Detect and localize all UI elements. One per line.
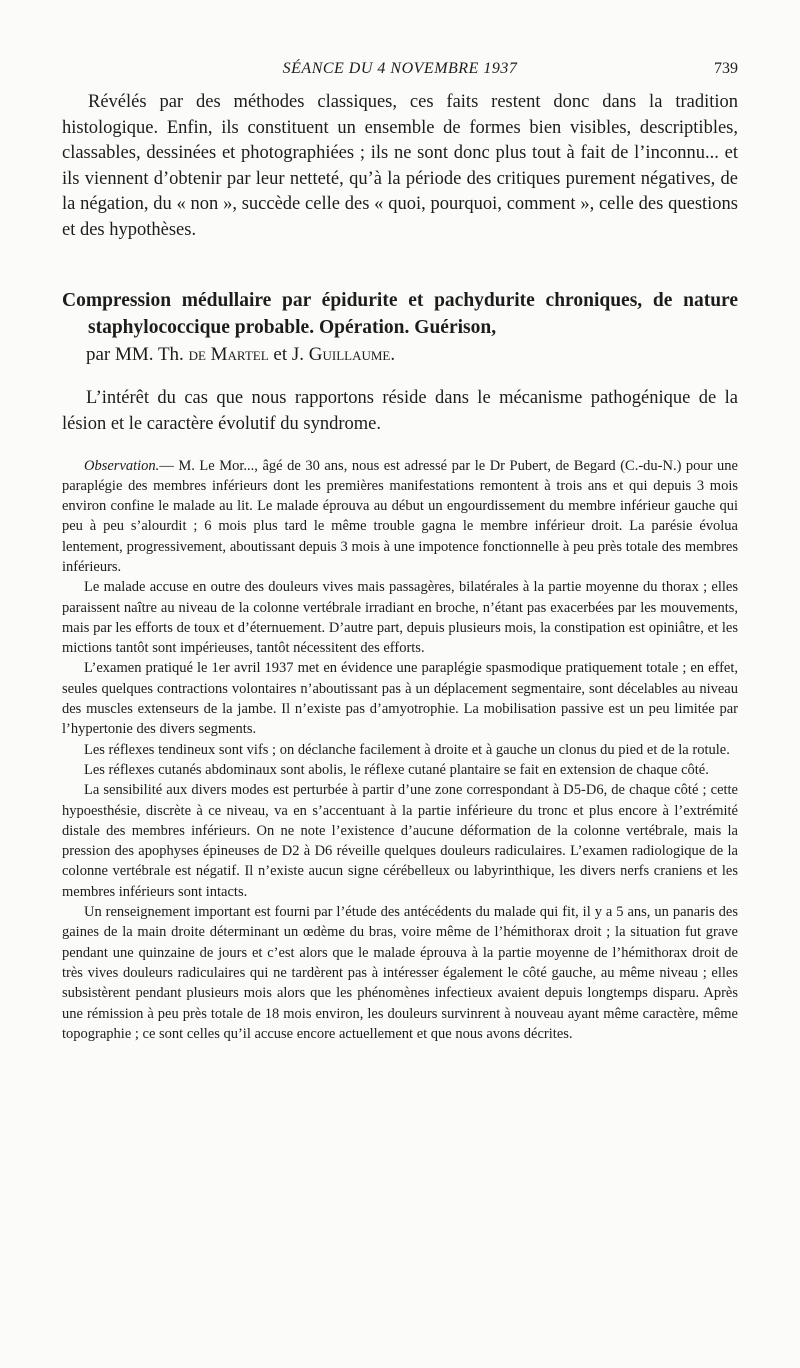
observation-paragraph: Le malade accuse en outre des douleurs vives mais passagères, bilatérales à la partie moyenne du thorax ; elles paraissent naître au niveau de la colonne vertébrale irradiant en broche, n’étant pas exacerbées par les mouvements, mais par les efforts de toux et d’éternuement. D’autre part, depuis plusieurs mois, la constipation est opiniâtre, et les mictions tantôt sont impérieuses, tantôt nécessitent des efforts. <box>62 579 738 657</box>
page-number: 739 <box>714 60 738 77</box>
authors-prefix: par MM. Th. <box>86 344 184 365</box>
author-2: Guillaume <box>308 344 391 365</box>
observation-paragraph: Les réflexes cutanés abdominaux sont abolis, le réflexe cutané plantaire se fait en extension de chaque côté. <box>84 761 709 778</box>
authors-end: . <box>390 344 396 365</box>
observation-text: — M. Le Mor..., âgé de 30 ans, nous est adressé par le Dr Pubert, de Begard (C.-du-N.) pour une paraplégie des membres inférieurs dont les premières manifestations remontent à trois ans et qui depuis 3 mois environ confine le malade au lit. Le malade éprouva au début un engourdissement du membre inférieur gauche qui peu à peu s’alourdit ; 6 mois plus tard le même trouble gagna le membre inférieur droit. La parésie évolua lentement, progressivement, aboutissant depuis 3 mois à une impotence fonctionnelle à peu près totale des membres inférieurs. <box>62 457 738 575</box>
observation-paragraph: Les réflexes tendineux sont vifs ; on déclanche facilement à droite et à gauche un clonus du pied et de la rotule. <box>84 741 730 758</box>
article-title: Compression médullaire par épidurite et pachydurite chroniques, de nature staphylococcique probable. Opération. Guérison, <box>62 290 738 338</box>
observation-paragraph: La sensibilité aux divers modes est perturbée à partir d’une zone correspondant à D5-D6, de chaque côté ; cette hypoesthésie, discrète à ce niveau, va en s’accentuant à la partie inférieure du tronc et plus encore à l’extrémité distale des membres inférieurs. On ne note l’existence d’aucune déformation de la colonne vertébrale, mais la pression des apophyses épineuses de D2 à D6 réveille quelques douleurs radiculaires. L’examen radiologique de la colonne vertébrale est négatif. Il n’existe aucun signe cérébelleux ou labyrinthique, les divers nerfs craniens et les membres inférieurs sont intacts. <box>62 782 738 900</box>
observation-paragraph: Un renseignement important est fourni par l’étude des antécédents du malade qui fit, il y a 5 ans, un panaris des gaines de la main droite déterminant un œdème du bras, voire même de l’hémithorax droit ; la situation fut grave pendant une quinzaine de jours et c’est alors que le malade éprouva à la partie moyenne de l’hémithorax droit de très vives douleurs radiculaires qui ne tardèrent pas à intéresser également le côté gauche, au même niveau ; elles subsistèrent pendant plusieurs mois alors que les phénomènes infectieux avaient depuis longtemps disparu. Après une rémission à peu près totale de 18 mois environ, les douleurs survinrent à nouveau ayant même caractère, même topographie ; ce sont celles qu’il accuse encore actuellement et que nous avons décrites. <box>62 904 738 1042</box>
running-title: SÉANCE DU 4 NOVEMBRE 1937 <box>282 60 518 77</box>
page <box>62 60 738 1044</box>
observation-paragraph: L’examen pratiqué le 1er avril 1937 met en évidence une paraplégie spasmodique pratiquement totale ; en effet, seules quelques contractions volontaires n’aboutissant pas à un déplacement segmentaire, sont décelables au niveau des muscles extenseurs de la jambe. Il n’existe pas d’amyotrophie. La mobilisation passive est un peu limitée par l’hypertonie des divers segments. <box>62 660 738 738</box>
intro-paragraph: Révélés par des méthodes classiques, ces faits restent donc dans la tradition histologique. Enfin, ils constituent un ensemble de formes bien visibles, descriptibles, classables, dessinées et photographiées ; ils ne sont donc plus tout à fait de l’inconnu... et ils viennent d’obtenir par leur netteté, qu’à la période des critiques purement négatives, de la négation, du « non », succède celle des « quoi, pourquoi, comment », celle des questions et des hypothèses. <box>62 92 738 240</box>
article-heading <box>62 287 738 368</box>
article-lead: L’intérêt du cas que nous rapportons réside dans le mécanisme pathogénique de la lésion et le caractère évolutif du syndrome. <box>62 388 738 434</box>
observation-paragraph <box>62 456 738 578</box>
author-1: de Martel <box>188 344 269 365</box>
authors-join: et J. <box>273 344 304 365</box>
article-authors <box>62 341 738 368</box>
running-head <box>62 60 738 84</box>
observation-label: Observation. <box>84 457 160 474</box>
